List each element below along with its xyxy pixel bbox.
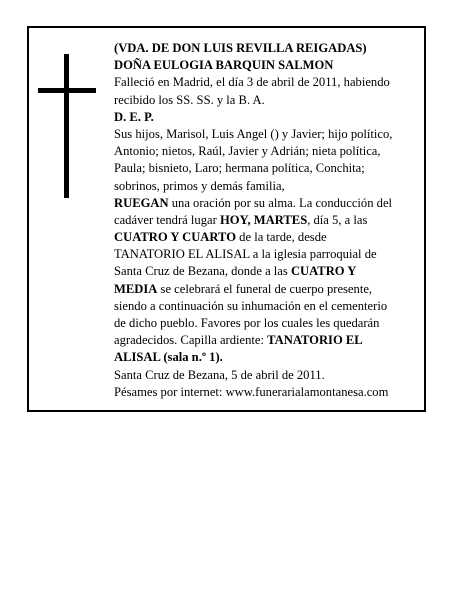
obituary-bold-text: MEDIA [114,281,158,296]
obituary-text-segment: una oración por su alma. La conducción del [168,195,393,210]
obituary-text-segment: Paula; bisnieto, Laro; hermana política, Conchita; [114,161,365,176]
obituary-text-segment: , día 5, a las [307,212,368,227]
obituary-text-segment: Santa Cruz de Bezana, 5 de abril de 2011. [114,367,325,382]
obituary-text-segment: Falleció en Madrid, el día 3 de abril de 2011, habiendo [114,75,390,90]
obituary-line [114,195,414,212]
cross-vertical-bar [64,54,69,198]
obituary-text-segment: recibido los SS. SS. y la B. A. [114,92,265,107]
obituary-line [114,212,414,229]
obituary-line [114,57,414,74]
obituary-text-segment: agradecidos. Capilla ardiente: [114,333,268,348]
obituary-text-segment: TANATORIO EL ALISAL a la iglesia parroquial de [114,247,377,262]
obituary-bold-text: CUATRO Y CUARTO [114,230,237,245]
obituary-text-segment: sobrinos, primos y demás familia, [114,178,285,193]
obituary-bold-text: CUATRO Y [290,264,357,279]
obituary-bold-text: TANATORIO EL [267,333,363,348]
obituary-text-segment: cadáver tendrá lugar [114,212,220,227]
obituary-line [114,298,414,315]
obituary-line [114,92,414,109]
obituary-text-segment: Sus hijos, Marisol, Luis Angel () y Javier; hijo político, [114,126,393,141]
cross-icon [38,54,96,198]
obituary-line [114,246,414,263]
cross-horizontal-bar [38,88,96,93]
obituary-text-segment: Antonio; nietos, Raúl, Javier y Adrián; nieta política, [114,144,381,159]
obituary-text-segment: de la tarde, desde [236,230,327,245]
obituary-text [114,40,414,401]
obituary-line [114,74,414,91]
obituary-bold-text: HOY, MARTES [219,212,308,227]
obituary-bold-text: DOÑA EULOGIA BARQUIN SALMON [114,58,334,73]
obituary-line [114,349,414,366]
obituary-line [114,384,414,401]
obituary-bold-text: D. E. P. [114,109,154,124]
obituary-text-segment: Pésames por internet: www.funerarialamontanesa.com [114,384,389,399]
obituary-line [114,178,414,195]
obituary-bold-text: ALISAL (sala n.º 1). [114,350,223,365]
obituary-line [114,143,414,160]
obituary-line [114,229,414,246]
obituary-text-segment: Santa Cruz de Bezana, donde a las [114,264,291,279]
obituary-line [114,160,414,177]
obituary-line [114,367,414,384]
obituary-line [114,315,414,332]
obituary-line [114,263,414,280]
obituary-line [114,40,414,57]
obituary-text-segment: se celebrará el funeral de cuerpo presente, [157,281,373,296]
obituary-line [114,109,414,126]
obituary-text-segment: de dicho pueblo. Favores por los cuales les quedarán [114,316,380,330]
obituary-line [114,332,414,349]
obituary-line [114,281,414,298]
obituary-bold-text: RUEGAN [114,195,169,210]
obituary-line [114,126,414,143]
obituary-bold-text: (VDA. DE DON LUIS REVILLA REIGADAS) [114,41,367,55]
obituary-text-segment: siendo a continuación su inhumación en el cementerio [114,298,388,313]
